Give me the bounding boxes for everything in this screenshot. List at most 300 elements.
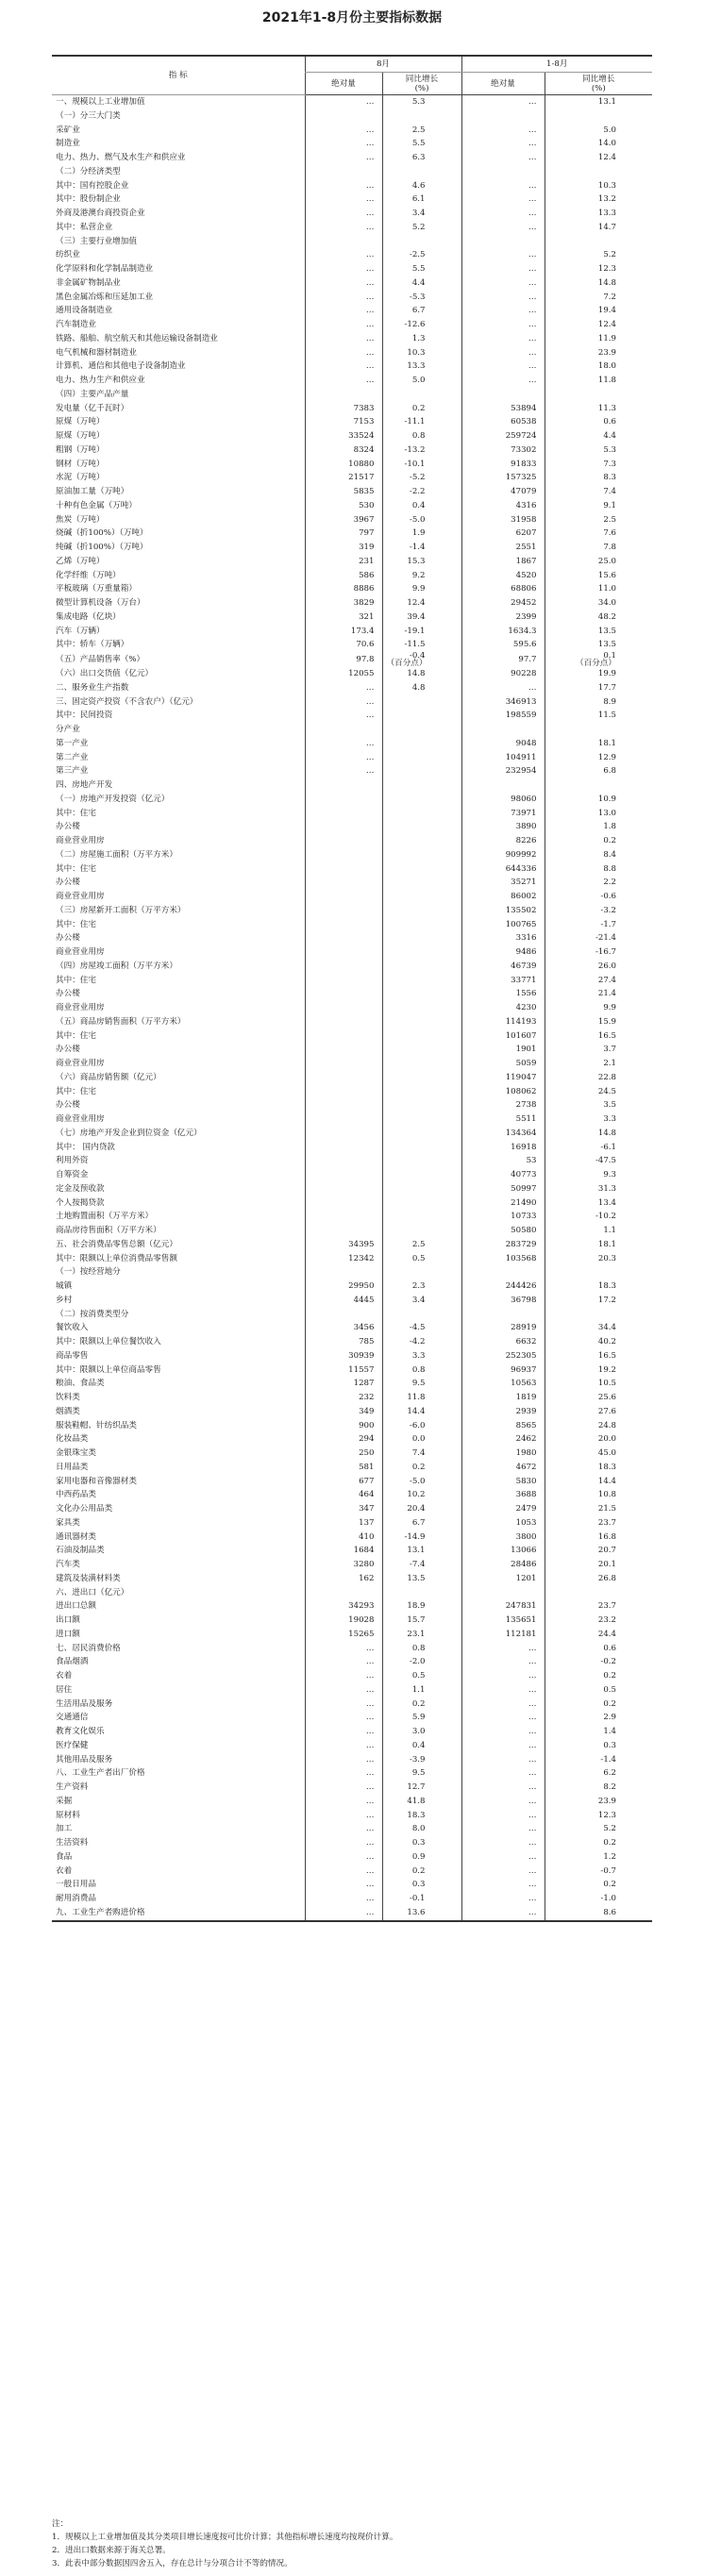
aug-value: 3829 — [305, 596, 382, 611]
janaug-value: … — [461, 1655, 545, 1669]
janaug-value: … — [461, 681, 545, 695]
janaug-value: 244426 — [461, 1280, 545, 1294]
janaug-growth: 16.5 — [545, 1029, 652, 1044]
aug-growth — [382, 1196, 461, 1211]
row-label: （四）主要产品产量 — [56, 389, 129, 399]
table-row — [52, 1865, 652, 1879]
janaug-value: 104911 — [461, 751, 545, 765]
aug-value: 464 — [305, 1488, 382, 1502]
janaug-value — [461, 1586, 545, 1600]
table-row — [52, 458, 652, 472]
aug-growth: 5.9 — [382, 1711, 461, 1725]
table-row — [52, 304, 652, 318]
table-row — [52, 1614, 652, 1628]
aug-value: … — [305, 1836, 382, 1850]
table-row — [52, 415, 652, 429]
aug-value: … — [305, 248, 382, 262]
janaug-growth — [545, 109, 652, 124]
aug-value: 3280 — [305, 1558, 382, 1572]
janaug-growth: 10.3 — [545, 179, 652, 193]
table-row — [52, 695, 652, 710]
aug-value — [305, 165, 382, 179]
aug-value — [305, 1196, 382, 1211]
row-label: （五）商品房销售面积（万平方米） — [56, 1016, 186, 1027]
aug-value: 1287 — [305, 1377, 382, 1391]
row-label: 六、进出口（亿元） — [56, 1587, 129, 1597]
aug-growth: 13.5 — [382, 1572, 461, 1586]
aug-growth: -0.4 （百分点） — [382, 652, 461, 667]
janaug-growth: 13.4 — [545, 1196, 652, 1211]
aug-growth: 0.8 — [382, 1642, 461, 1656]
aug-growth: -7.4 — [382, 1558, 461, 1572]
table-row — [52, 1280, 652, 1294]
aug-value: 34293 — [305, 1599, 382, 1614]
aug-growth: 18.3 — [382, 1809, 461, 1823]
aug-growth: 0.0 — [382, 1432, 461, 1447]
aug-value — [305, 778, 382, 793]
aug-value: … — [305, 1906, 382, 1921]
row-label: 焦炭（万吨） — [56, 514, 105, 525]
aug-value: … — [305, 1878, 382, 1892]
table-row — [52, 360, 652, 374]
janaug-growth: 0.5 — [545, 1683, 652, 1698]
janaug-growth: 12.9 — [545, 751, 652, 765]
table-row — [52, 1015, 652, 1029]
janaug-growth: 8.9 — [545, 695, 652, 710]
aug-growth — [382, 974, 461, 988]
aug-value — [305, 960, 382, 974]
janaug-value: … — [461, 1739, 545, 1753]
table-row — [52, 681, 652, 695]
row-label: 办公楼 — [56, 1100, 80, 1111]
row-label: 其中：住宅 — [56, 863, 96, 874]
row-label: 四、房地产开发 — [56, 780, 113, 790]
row-label: 原煤（万吨） — [56, 417, 105, 427]
row-label: 微型计算机设备（万台） — [56, 598, 145, 608]
table-row — [52, 207, 652, 221]
aug-value — [305, 1127, 382, 1141]
row-label: 化学纤维（万吨） — [56, 570, 121, 580]
aug-value: 15265 — [305, 1628, 382, 1642]
janaug-growth: 16.8 — [545, 1531, 652, 1545]
janaug-value: … — [461, 1711, 545, 1725]
aug-value: 10880 — [305, 458, 382, 472]
janaug-value: … — [461, 360, 545, 374]
table-row — [52, 1029, 652, 1044]
aug-growth — [382, 1154, 461, 1168]
aug-growth — [382, 1001, 461, 1015]
janaug-value: … — [461, 1892, 545, 1906]
aug-value: 530 — [305, 499, 382, 513]
row-label: 办公楼 — [56, 933, 80, 944]
janaug-value: … — [461, 1725, 545, 1739]
janaug-value: 108062 — [461, 1085, 545, 1099]
row-label: 交通通信 — [56, 1713, 89, 1723]
janaug-value: 232954 — [461, 764, 545, 778]
janaug-growth: 5.2 — [545, 1822, 652, 1836]
table-row — [52, 513, 652, 527]
aug-value — [305, 931, 382, 945]
table-row — [52, 652, 652, 667]
row-label: 衣着 — [56, 1865, 73, 1876]
aug-value: 231 — [305, 555, 382, 569]
row-label: 餐饮收入 — [56, 1323, 89, 1333]
row-label: （六）出口交货值（亿元） — [56, 669, 154, 678]
janaug-value: 1053 — [461, 1516, 545, 1531]
aug-growth: -2.5 — [382, 248, 461, 262]
table-row — [52, 848, 652, 862]
janaug-growth: 26.0 — [545, 960, 652, 974]
aug-value: … — [305, 137, 382, 151]
aug-value — [305, 1224, 382, 1238]
aug-growth — [382, 807, 461, 821]
table-row — [52, 1335, 652, 1349]
aug-growth: -3.9 — [382, 1753, 461, 1767]
table-row — [52, 443, 652, 458]
aug-value — [305, 1182, 382, 1196]
aug-growth — [382, 890, 461, 904]
janaug-value: 8565 — [461, 1419, 545, 1433]
row-label: 其中：国有控股企业 — [56, 180, 129, 191]
janaug-growth: 11.5 — [545, 709, 652, 723]
row-label: 粮油、食品类 — [56, 1379, 105, 1389]
row-label: 衣着 — [56, 1671, 73, 1681]
janaug-growth: 0.2 — [545, 1698, 652, 1712]
aug-value: 19028 — [305, 1614, 382, 1628]
aug-growth — [382, 1085, 461, 1099]
aug-value: … — [305, 751, 382, 765]
row-label: 商业营业用房 — [56, 836, 105, 845]
aug-growth — [382, 751, 461, 765]
table-row — [52, 248, 652, 262]
aug-value — [305, 388, 382, 402]
janaug-growth: 25.6 — [545, 1391, 652, 1405]
janaug-growth: 5.2 — [545, 248, 652, 262]
aug-value: 232 — [305, 1391, 382, 1405]
table-row — [52, 1544, 652, 1558]
aug-growth — [382, 165, 461, 179]
table-row — [52, 764, 652, 778]
row-label: 办公楼 — [56, 989, 80, 999]
table-row — [52, 1085, 652, 1099]
janaug-value: 135502 — [461, 904, 545, 918]
table-row — [52, 262, 652, 276]
row-label: （七）房地产开发企业到位资金（亿元） — [56, 1128, 202, 1138]
janaug-growth: 0.2 — [545, 1878, 652, 1892]
aug-growth: 39.4 — [382, 611, 461, 625]
janaug-growth: 0.2 — [545, 834, 652, 848]
aug-value: 8324 — [305, 443, 382, 458]
aug-value — [305, 945, 382, 960]
janaug-growth: 24.5 — [545, 1085, 652, 1099]
table-row — [52, 1196, 652, 1211]
janaug-growth: 12.3 — [545, 1809, 652, 1823]
aug-growth: 1.3 — [382, 332, 461, 346]
aug-value — [305, 1154, 382, 1168]
aug-value: 581 — [305, 1461, 382, 1475]
aug-growth: 0.2 — [382, 1865, 461, 1879]
aug-growth — [382, 695, 461, 710]
row-label: 其中：限额以上单位消费品零售额 — [56, 1253, 177, 1263]
janaug-growth: 18.0 — [545, 360, 652, 374]
aug-growth: 4.4 — [382, 276, 461, 291]
janaug-value: 4672 — [461, 1461, 545, 1475]
janaug-growth: 14.0 — [545, 137, 652, 151]
janaug-value: … — [461, 192, 545, 207]
note-1: 1．规模以上工业增加值及其分类项目增长速度按可比价计算；其他指标增长速度均按现价计算。 — [52, 2533, 398, 2542]
aug-value: … — [305, 1892, 382, 1906]
table-row — [52, 737, 652, 751]
row-label: 纺织业 — [56, 250, 80, 260]
janaug-growth: 7.6 — [545, 527, 652, 541]
aug-growth — [382, 904, 461, 918]
aug-value: … — [305, 1865, 382, 1879]
janaug-value: 283729 — [461, 1238, 545, 1252]
row-label: 加工 — [56, 1824, 73, 1834]
row-label: 通用设备制造业 — [56, 306, 113, 316]
aug-value: … — [305, 332, 382, 346]
row-label: 办公楼 — [56, 878, 80, 888]
janaug-growth: -1.0 — [545, 1892, 652, 1906]
table-row — [52, 1447, 652, 1461]
row-label: 利用外资 — [56, 1156, 89, 1166]
janaug-growth: 3.7 — [545, 1043, 652, 1057]
row-label: 商业营业用房 — [56, 1114, 105, 1124]
table-row — [52, 1628, 652, 1642]
janaug-value: 98060 — [461, 793, 545, 807]
janaug-growth — [545, 235, 652, 249]
aug-growth: -2.0 — [382, 1655, 461, 1669]
aug-value — [305, 876, 382, 890]
aug-growth: 0.8 — [382, 1363, 461, 1378]
table-row — [52, 165, 652, 179]
aug-value: … — [305, 1822, 382, 1836]
janaug-value: 4230 — [461, 1001, 545, 1015]
janaug-value: 96937 — [461, 1363, 545, 1378]
janaug-value: … — [461, 291, 545, 305]
row-label: 进出口总额 — [56, 1601, 96, 1612]
row-label: 生活资料 — [56, 1838, 89, 1848]
aug-value: … — [305, 1809, 382, 1823]
row-label: 商业营业用房 — [56, 892, 105, 901]
janaug-value: 1556 — [461, 987, 545, 1001]
row-label: 计算机、通信和其他电子设备制造业 — [56, 361, 186, 372]
row-label: 生产资料 — [56, 1782, 89, 1792]
row-label: 平板玻璃（万重量箱） — [56, 584, 137, 594]
aug-growth: 0.3 — [382, 1878, 461, 1892]
table-row — [52, 429, 652, 443]
table-row — [52, 1599, 652, 1614]
aug-value — [305, 1168, 382, 1182]
aug-growth: 6.3 — [382, 151, 461, 165]
aug-value: … — [305, 318, 382, 332]
janaug-value: 2738 — [461, 1098, 545, 1112]
row-label: 文化办公用品类 — [56, 1504, 113, 1514]
janaug-growth: 22.8 — [545, 1071, 652, 1085]
row-label: 九、工业生产者购进价格 — [56, 1907, 145, 1917]
aug-value: 250 — [305, 1447, 382, 1461]
janaug-value: … — [461, 124, 545, 138]
table-row — [52, 820, 652, 834]
janaug-value: … — [461, 332, 545, 346]
aug-growth — [382, 1127, 461, 1141]
row-label: 其中：轿车（万辆） — [56, 640, 129, 650]
janaug-growth: 23.9 — [545, 1795, 652, 1809]
row-label: 家具类 — [56, 1517, 80, 1528]
row-label: 服装鞋帽、针纺织品类 — [56, 1420, 137, 1430]
janaug-growth: 8.4 — [545, 848, 652, 862]
janaug-growth: 15.9 — [545, 1015, 652, 1029]
janaug-value: 252305 — [461, 1349, 545, 1363]
table-row — [52, 1043, 652, 1057]
janaug-value: … — [461, 95, 545, 109]
row-label: 分产业 — [56, 725, 80, 734]
row-label: 居住 — [56, 1684, 73, 1695]
janaug-growth: 0.2 — [545, 1836, 652, 1850]
table-row — [52, 931, 652, 945]
table-row — [52, 1586, 652, 1600]
aug-growth: 18.9 — [382, 1599, 461, 1614]
aug-value: … — [305, 737, 382, 751]
table-row — [52, 179, 652, 193]
row-label: 八、工业生产者出厂价格 — [56, 1768, 145, 1779]
janaug-value: 2479 — [461, 1502, 545, 1516]
janaug-growth: 1.2 — [545, 1850, 652, 1865]
table-row — [52, 862, 652, 877]
row-label: 电力、热力、燃气及水生产和供应业 — [56, 153, 186, 162]
janaug-growth: 45.0 — [545, 1447, 652, 1461]
row-label: 铁路、船舶、航空航天和其他运输设备制造业 — [56, 333, 218, 343]
aug-value: 3456 — [305, 1321, 382, 1335]
table-row — [52, 1419, 652, 1433]
janaug-value: 1867 — [461, 555, 545, 569]
row-label: 城镇 — [56, 1281, 73, 1291]
janaug-value: 50580 — [461, 1224, 545, 1238]
janaug-value — [461, 235, 545, 249]
janaug-growth: 13.5 — [545, 625, 652, 639]
aug-growth: -1.4 — [382, 541, 461, 555]
aug-growth — [382, 848, 461, 862]
janaug-value: 157325 — [461, 471, 545, 485]
table-row — [52, 1475, 652, 1489]
janaug-growth: 18.3 — [545, 1461, 652, 1475]
janaug-growth: 7.8 — [545, 541, 652, 555]
aug-value — [305, 820, 382, 834]
table-row — [52, 1112, 652, 1127]
table-row — [52, 1655, 652, 1669]
aug-growth: 0.3 — [382, 1836, 461, 1850]
janaug-value: … — [461, 1809, 545, 1823]
janaug-growth: 7.3 — [545, 458, 652, 472]
janaug-growth: -0.2 — [545, 1655, 652, 1669]
table-row — [52, 1405, 652, 1419]
table-row — [52, 793, 652, 807]
janaug-growth: 10.5 — [545, 1377, 652, 1391]
janaug-header: 1-8月 — [461, 56, 652, 73]
janaug-growth: 0.3 — [545, 1739, 652, 1753]
janaug-value — [461, 1265, 545, 1280]
row-label: 石油及制品类 — [56, 1546, 105, 1556]
janaug-growth: 14.7 — [545, 221, 652, 235]
janaug-growth: 9.9 — [545, 1001, 652, 1015]
row-label: 土地购置面积（万平方米） — [56, 1212, 154, 1222]
janaug-value: … — [461, 1781, 545, 1795]
janaug-abs-header: 绝对量 — [461, 73, 545, 95]
table-row — [52, 1781, 652, 1795]
table-row — [52, 1669, 652, 1683]
janaug-value: … — [461, 1878, 545, 1892]
row-label: 耐用消费品 — [56, 1894, 96, 1903]
janaug-value: 68806 — [461, 582, 545, 596]
table-row — [52, 1531, 652, 1545]
janaug-value: … — [461, 1850, 545, 1865]
table-row — [52, 1753, 652, 1767]
aug-growth: 4.6 — [382, 179, 461, 193]
janaug-growth: 40.2 — [545, 1335, 652, 1349]
janaug-value: 247831 — [461, 1599, 545, 1614]
page-title: 2021年1-8月份主要指标数据 — [261, 10, 443, 25]
aug-value: 29950 — [305, 1280, 382, 1294]
janaug-growth: 14.8 — [545, 1127, 652, 1141]
table-row — [52, 374, 652, 388]
aug-growth — [382, 1224, 461, 1238]
row-label: 家用电器和音像器材类 — [56, 1476, 137, 1486]
aug-value — [305, 1071, 382, 1085]
row-label: 办公楼 — [56, 1045, 80, 1055]
indicator-table-wrapper — [52, 55, 652, 1922]
aug-value: … — [305, 207, 382, 221]
aug-growth — [382, 388, 461, 402]
janaug-value — [461, 109, 545, 124]
row-label: 出口额 — [56, 1615, 80, 1625]
aug-growth: 12.4 — [382, 596, 461, 611]
table-row — [52, 1558, 652, 1572]
aug-growth: 1.1 — [382, 1683, 461, 1698]
aug-growth — [382, 1210, 461, 1224]
aug-value: … — [305, 1739, 382, 1753]
row-label: 教育文化娱乐 — [56, 1727, 105, 1736]
table-row — [52, 388, 652, 402]
janaug-growth: 0.6 — [545, 415, 652, 429]
row-label: 二、服务业生产指数 — [56, 682, 129, 693]
janaug-growth: 1.1 — [545, 1224, 652, 1238]
janaug-growth: 10.8 — [545, 1488, 652, 1502]
aug-value — [305, 1141, 382, 1155]
aug-growth: 0.2 — [382, 1698, 461, 1712]
table-row — [52, 1642, 652, 1656]
janaug-growth: -1.4 — [545, 1753, 652, 1767]
aug-growth: -4.5 — [382, 1321, 461, 1335]
janaug-growth: 17.2 — [545, 1294, 652, 1308]
table-row — [52, 1141, 652, 1155]
aug-growth — [382, 1182, 461, 1196]
aug-value: 4445 — [305, 1294, 382, 1308]
janaug-value: 91833 — [461, 458, 545, 472]
row-label: 中西药品类 — [56, 1490, 96, 1500]
janaug-growth: 13.3 — [545, 207, 652, 221]
janaug-growth: 8.8 — [545, 862, 652, 877]
janaug-growth: 11.8 — [545, 374, 652, 388]
table-row — [52, 471, 652, 485]
aug-growth: 1.9 — [382, 527, 461, 541]
table-row — [52, 751, 652, 765]
aug-growth: 6.7 — [382, 304, 461, 318]
row-label: 汽车（万辆） — [56, 626, 105, 636]
row-label: 商品房待售面积（万平方米） — [56, 1226, 161, 1235]
janaug-growth: 13.2 — [545, 192, 652, 207]
janaug-value: … — [461, 276, 545, 291]
janaug-growth: -3.2 — [545, 904, 652, 918]
